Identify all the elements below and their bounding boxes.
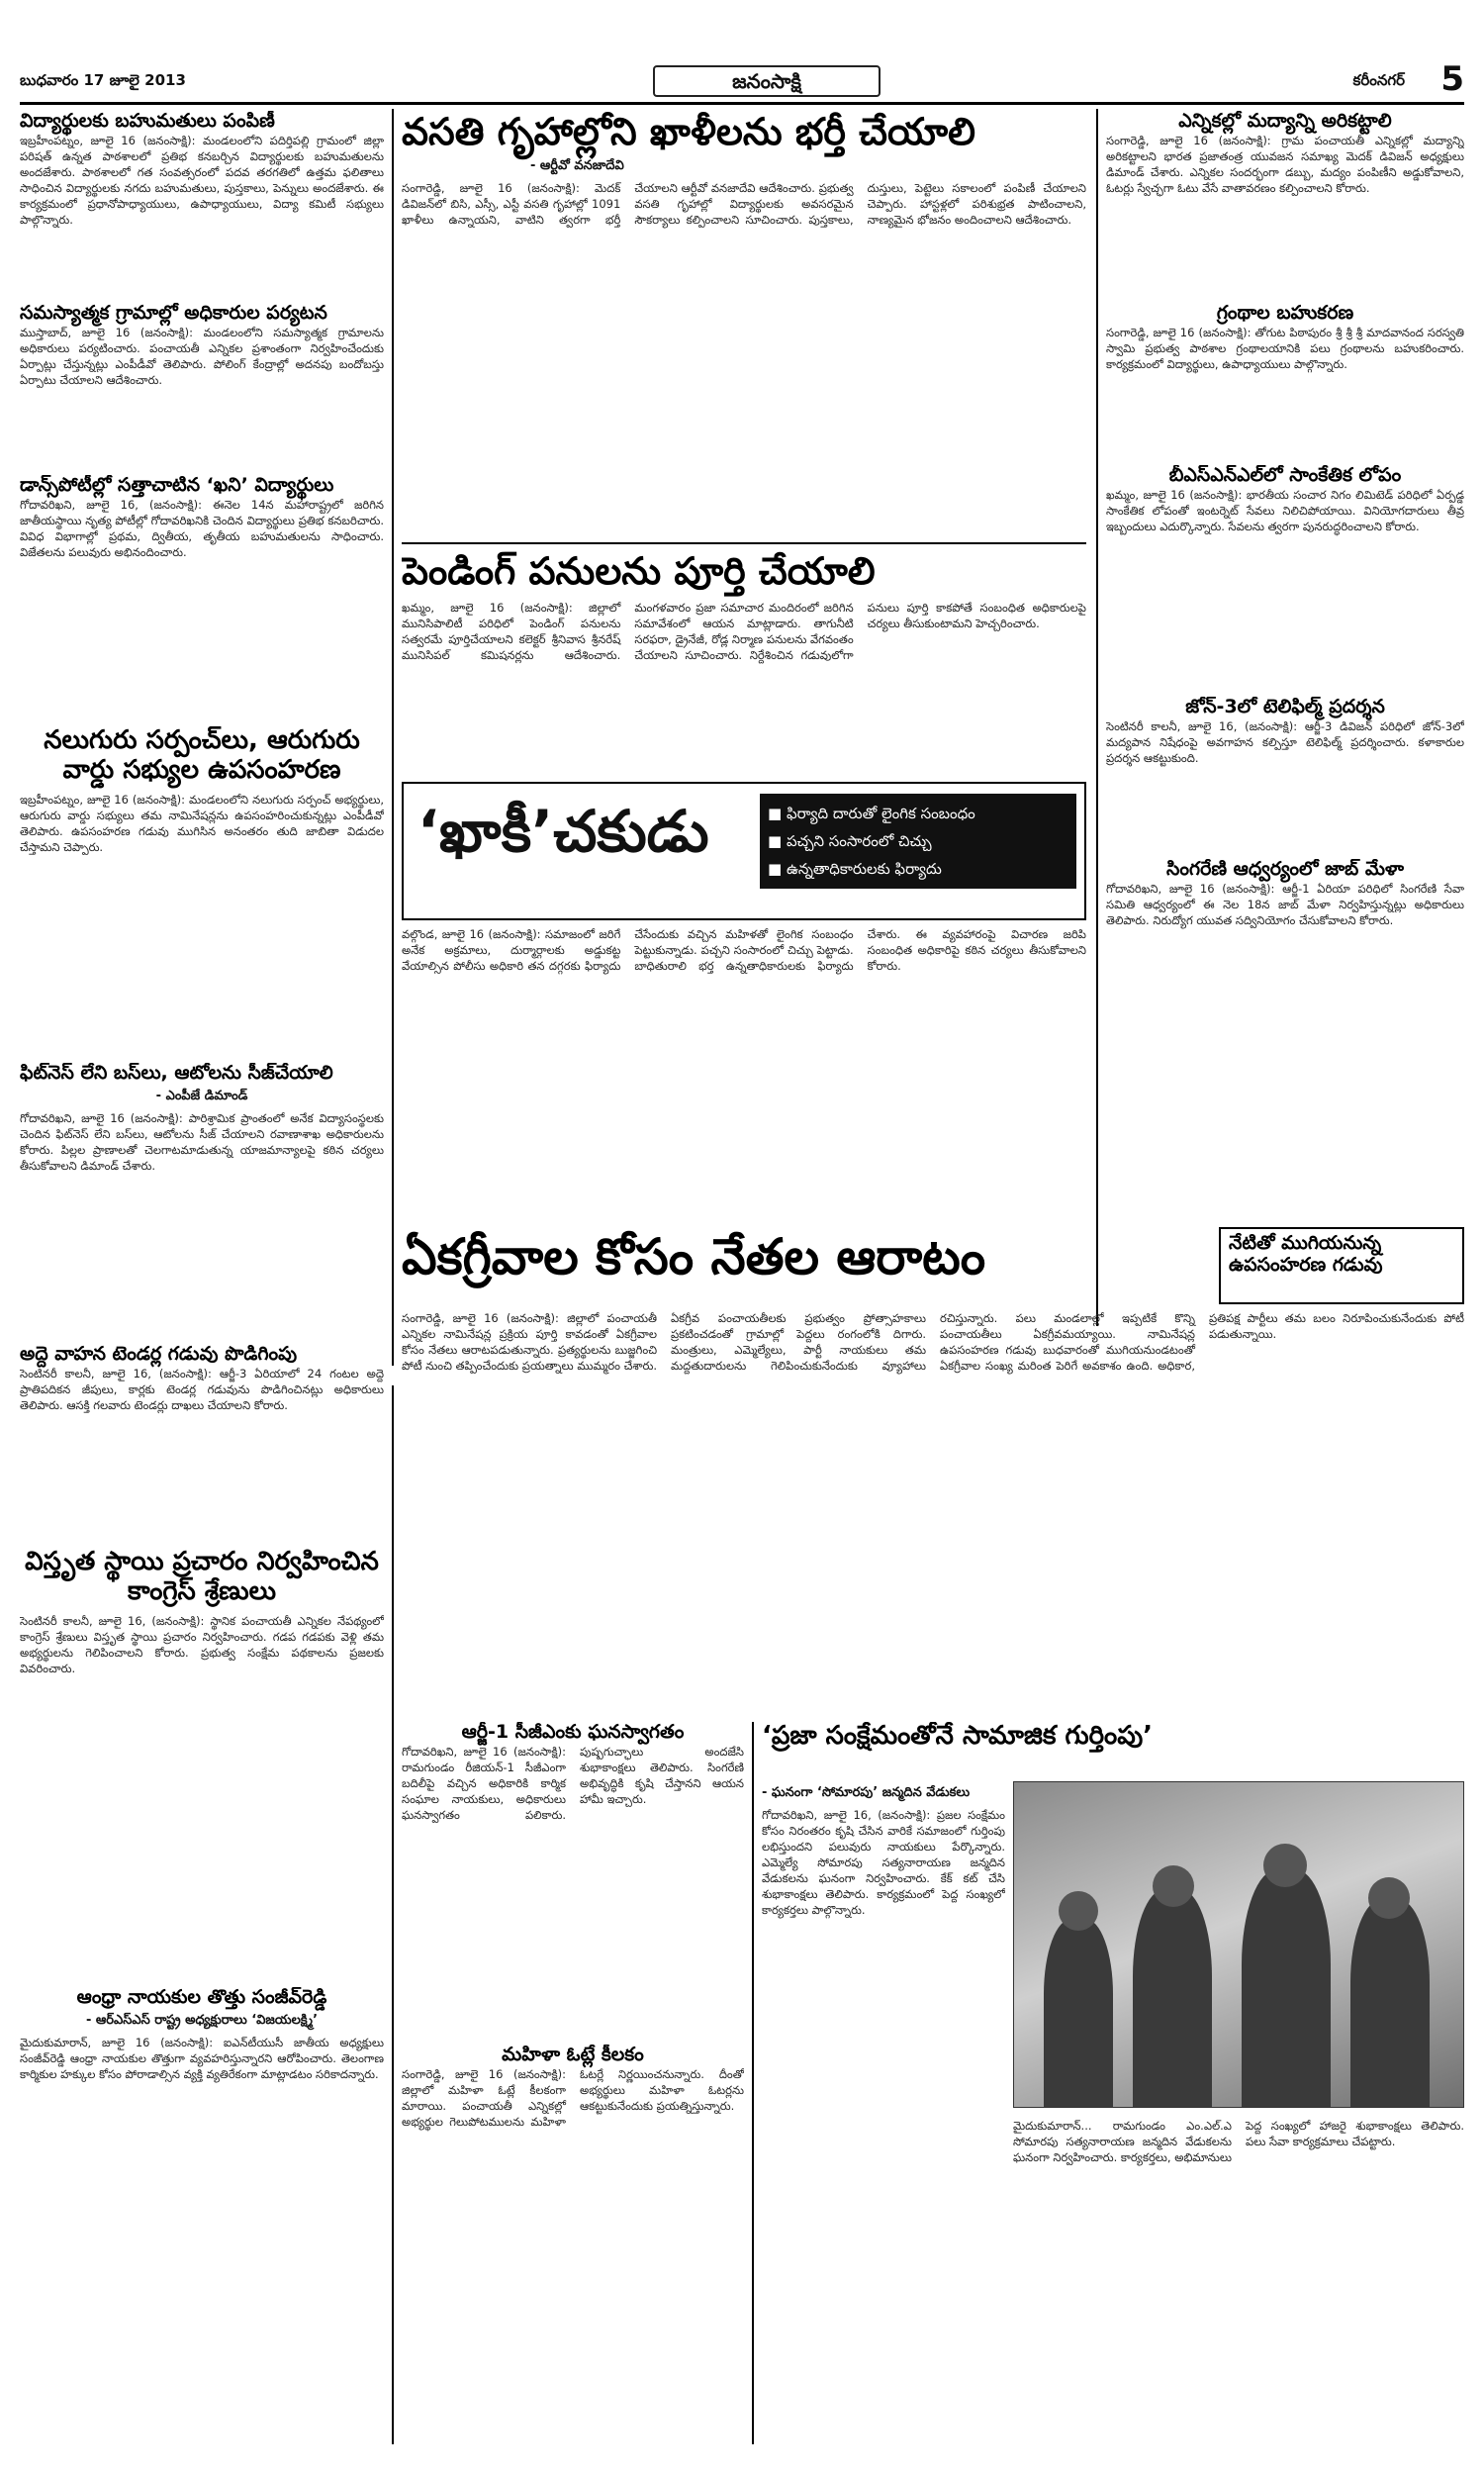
highlight-item: ■ ఫిర్యాది దారుతో లైంగిక సంబంధం <box>768 800 1068 827</box>
story-body: ఇబ్రహీంపట్నం, జూలై 16 (జనంసాక్షి): మండలంలోని నలుగురు సర్పంచ్ అభ్యర్థులు, ఆరుగురు వార్డు సభ్యులు తమ నామినేషన్లను ఉపసంహరించుకున్నట్లు ఎంపీడీవో తెలిపారు. ఉపసంహరణ గడువు ముగిసిన అనంతరం తుది జాబితా విడుదల చేస్తామని చెప్పారు. <box>20 792 384 854</box>
story-body: గోదావరిఖని, జూలై 16 (జనంసాక్షి): పారిశ్రామిక ప్రాంతంలో అనేక విద్యాసంస్థలకు చెందిన ఫిట్‌నెస్ లేని బస్‌లు, ఆటోలను సీజ్ చేయాలని రవాణాశాఖ అధికారులను కోరారు. పిల్లల ప్రాణాలతో చెలగాటమాడుతున్న యాజమాన్యాలపై కఠిన చర్యలు తీసుకోవాలని డిమాండ్ చేశారు. <box>20 1110 384 1173</box>
headline: సింగరేణి ఆధ్వర్యంలో జాబ్ మేళా <box>1166 859 1404 880</box>
highlight-item: ■ పచ్చని సంసారంలో చిచ్చు <box>768 827 1068 855</box>
headline: నేటితో ముగియనున్న ఉపసంహరణ గడువు <box>1229 1232 1383 1276</box>
story-body: సంగారెడ్డి, జూలై 16 (జనంసాక్షి): జిల్లాలో పంచాయతీ ఎన్నికల నామినేషన్ల ప్రక్రియ పూర్తి కావడంతో ఏకగ్రీవాల కోసం నేతలు ఆరాటపడుతున్నారు. ప్రత్యర్థులను బుజ్జగించి పోటీ నుంచి తప్పించేందుకు ప్రయత్నాలు ముమ్మరం చేశారు. ఏకగ్రీవ పంచాయతీలకు ప్రభుత్వం ప్రోత్సాహకాలు ప్రకటించడంతో గ్రామాల్లో పెద్దలు రంగంలోకి దిగారు. మంత్రులు, ఎమ్మెల్యేలు, పార్టీ నాయకులు తమ మద్దతుదారులను గెలిపించుకునేందుకు వ్యూహాలు రచిస్తున్నారు. పలు మండలాల్లో ఇప్పటికే కొన్ని పంచాయతీలు ఏకగ్రీవమయ్యాయి. నామినేషన్ల ఉపసంహరణ గడువు బుధవారంతో ముగియనుండటంతో ఏకగ్రీవాల సంఖ్య మరింత పెరిగే అవకాశం ఉంది. అధికార, ప్రతిపక్ష పార్టీలు తమ బలం నిరూపించుకునేందుకు పోటీ పడుతున్నాయి. <box>402 1311 1464 1373</box>
story-body: సంగారెడ్డి, జూలై 16 (జనంసాక్షి): జిల్లాలో మహిళా ఓట్లే కీలకంగా మారాయి. పంచాయతీ ఎన్నికల్లో అభ్యర్థుల గెలుపోటములను మహిళా ఓటర్లే నిర్ణయించనున్నారు. దీంతో అభ్యర్థులు మహిళా ఓటర్లను ఆకట్టుకునేందుకు ప్రయత్నిస్తున్నారు. <box>402 2066 744 2129</box>
story-welfare-continued <box>1013 2118 1464 2442</box>
story-body: సంగారెడ్డి, జూలై 16 (జనంసాక్షి): మెదక్ డివిజన్‌లో బిసి, ఎస్సీ, ఎస్టీ వసతి గృహాల్లో 1091 ఖాళీలు ఉన్నాయని, వాటిని త్వరగా భర్తీ చేయాలని ఆర్టీవో వనజాదేవి ఆదేశించారు. ప్రభుత్వ వసతి గృహాల్లో విద్యార్థులకు అవసరమైన సౌకర్యాలు కల్పించాలని సూచించారు. పుస్తకాలు, దుస్తులు, పెట్టెలు సకాలంలో పంపిణీ చేయాలని చెప్పారు. హాస్టళ్లలో పరిశుభ్రత పాటించాలని, నాణ్యమైన భోజనం అందించాలని ఆదేశించారు. <box>402 180 1086 227</box>
headline: ‘ఖాకీ’చకుడు <box>417 798 709 865</box>
story-body: ఇబ్రహీంపట్నం, జూలై 16 (జనంసాక్షి): మండలంలోని పదిర్తిపల్లి గ్రామంలో జిల్లా పరిషత్ ఉన్నత పాఠశాలలో ప్రతిభ కనబర్చిన విద్యార్థులకు బహుమతులను అందజేశారు. పాఠశాలలో గత సంవత్సరంలో పదవ తరగతిలో ఉత్తమ ఫలితాలు సాధించిన విద్యార్థులకు నగదు బహుమతులు, పుస్తకాలు, పెన్నులు అందజేశారు. ఈ కార్యక్రమంలో ప్రధానోపాధ్యాయులు, ఉపాధ్యాయులు, విద్యా కమిటీ సభ్యులు పాల్గొన్నారు. <box>20 133 384 227</box>
column-rule <box>392 109 394 1366</box>
byline: - ఆర్ఎస్ఎస్ రాష్ట్ర అధ్యక్షురాలు ‘విజయలక్ష్మి’ <box>85 2012 319 2028</box>
story-khaki-body <box>402 926 1086 1223</box>
headline: ‘ప్రజా సంక్షేమంతోనే సామాజిక గుర్తింపు’ <box>762 1722 1154 1751</box>
story-officials-visit <box>20 303 384 471</box>
headline: విస్తృత స్థాయి ప్రచారం నిర్వహించిన కాంగ్రెస్ శ్రేణులు <box>25 1548 379 1606</box>
headline: ఎన్నికల్లో మద్యాన్ని అరికట్టాలి <box>1178 111 1392 132</box>
masthead <box>20 59 1464 105</box>
story-library-donation <box>1106 303 1464 461</box>
story-body: గోదావరిఖని, జూలై 16, (జనంసాక్షి): ప్రజల సంక్షేమం కోసం నిరంతరం కృషి చేసిన వారికే సమాజంలో గుర్తింపు లభిస్తుందని పలువురు నాయకులు పేర్కొన్నారు. ఎమ్మెల్యే సోమారపు సత్యనారాయణ జన్మదిన వేడుకలను ఘనంగా నిర్వహించారు. కేక్ కట్ చేసి శుభాకాంక్షలు తెలిపారు. కార్యక్రమంలో పెద్ద సంఖ్యలో కార్యకర్తలు పాల్గొన్నారు. <box>762 1808 1005 1917</box>
headline: అద్దె వాహన టెండర్ల గడువు పొడిగింపు <box>20 1344 298 1365</box>
edition-city: కరీంనగర్ <box>1352 71 1405 89</box>
story-khaki-box <box>402 782 1086 920</box>
story-pending-works <box>402 542 1086 776</box>
headline: ఆంధ్రా నాయకుల తొత్తు సంజీవ్‌రెడ్డి <box>76 1987 327 2008</box>
headline: పెండింగ్ పనులను పూర్తి చేయాలి <box>402 549 876 593</box>
photo-person-head <box>1263 1844 1307 1887</box>
story-body: గోదావరిఖని, జూలై 16, (జనంసాక్షి): ఈనెల 14న మహారాష్ట్రలో జరిగిన జాతీయస్థాయి నృత్య పోటీల్లో గోదావరిఖనికి చెందిన విద్యార్థులు ప్రతిభ కనబరిచారు. వివిధ విభాగాల్లో ప్రథమ, ద్వితీయ, తృతీయ బహుమతులను సాధించారు. విజేతలను పలువురు అభినందించారు. <box>20 497 384 559</box>
photo-person <box>1133 1889 1212 2107</box>
headline: ఫిట్‌నెస్ లేని బస్‌లు, ఆటోలను సీజ్‌చేయాలి <box>20 1063 333 1084</box>
issue-date: బుధవారం 17 జూలై 2013 <box>20 71 186 89</box>
story-telefilm <box>1106 697 1464 855</box>
story-body: సంగారెడ్డి, జూలై 16 (జనంసాక్షి): తోగుట పిఠాపురం శ్రీ శ్రీ శ్రీ మాదవానంద సరస్వతి స్వామి ప్రభుత్వ పాఠశాల గ్రంథాలయానికి పలు గ్రంథాలను బహుకరించారు. కార్యక్రమంలో విద్యార్థులు, ఉపాధ్యాయులు పాల్గొన్నారు. <box>1106 325 1464 371</box>
story-body: గోదావరిఖని, జూలై 16 (జనంసాక్షి): ఆర్జీ-1 ఏరియా పరిధిలో సింగరేణి సేవా సమితి ఆధ్వర్యంలో ఈ నెల 18న జాబ్ మేళా నిర్వహిస్తున్నట్లు అధికారులు తెలిపారు. నిరుద్యోగ యువత సద్వినియోగం చేసుకోవాలని కోరారు. <box>1106 881 1464 927</box>
story-body: ముస్తాబాద్, జూలై 16 (జనంసాక్షి): మండలంలోని సమస్యాత్మక గ్రామాలను అధికారులు పర్యటించారు. పంచాయతీ ఎన్నికల ప్రశాంతంగా నిర్వహించేందుకు ఏర్పాట్లు చేస్తున్నట్లు ఎంపీడీవో తెలిపారు. పోలింగ్ కేంద్రాల్లో అదనపు బందోబస్తు ఏర్పాటు చేయాలని ఆదేశించారు. <box>20 325 384 387</box>
story-welfare-title <box>762 1722 1464 1777</box>
story-cgm-welcome <box>402 1722 744 2039</box>
story-welfare-body <box>762 1781 1005 2444</box>
story-bsnl-fault <box>1106 465 1464 693</box>
photo-person-head <box>1368 1877 1410 1919</box>
page-number: 5 <box>1440 59 1464 99</box>
story-congress-campaign <box>20 1548 384 1983</box>
byline: - ఘనంగా ‘సోమారపు’ జన్మదిన వేడుకలు <box>762 1785 971 1800</box>
story-body: సంగారెడ్డి, జూలై 16 (జనంసాక్షి): గ్రామ పంచాయతీ ఎన్నికల్లో మద్యాన్ని అరికట్టాలని భారత ప్రజాతంత్ర యువజన సమాఖ్య మెదక్ డివిజన్ అధ్యక్షులు డిమాండ్ చేశారు. ఎన్నికల సందర్భంగా డబ్బు, మద్యం పంపిణీని అడ్డుకోవాలని, ఓటర్లు స్వేచ్ఛగా ఓటు వేసే వాతావరణం కల్పించాలని కోరారు. <box>1106 133 1464 195</box>
column-rule <box>392 1385 394 2444</box>
newspaper-logo: జనంసాక్షి <box>653 65 881 97</box>
story-body: గోదావరిఖని, జూలై 16 (జనంసాక్షి): రామగుండం రీజియన్-1 సీజీఎంగా బదిలీపై వచ్చిన అధికారికి కార్మిక సంఘాల నాయకులు, అధికారులు ఘనస్వాగతం పలికారు. పుష్పగుచ్ఛాలు అందజేసి శుభాకాంక్షలు తెలిపారు. సింగరేణి అభివృద్ధికి కృషి చేస్తానని ఆయన హామీ ఇచ్చారు. <box>402 1744 744 1822</box>
story-body: సెంటినరీ కాలనీ, జూలై 16, (జనంసాక్షి): ఆర్జీ-3 డివిజన్ పరిధిలో జోన్-3లో మద్యపాన నిషేధంపై అవగాహన కల్పిస్తూ టెలిఫిల్మ్ ప్రదర్శించారు. కళాకారుల ప్రదర్శన ఆకట్టుకుంది. <box>1106 718 1464 765</box>
story-body: మైదుకుమారాన్... రామగుండం ఎం.ఎల్.ఎ సోమారపు సత్యనారాయణ జన్మదిన వేడుకలను ఘనంగా నిర్వహించారు. కార్యకర్తలు, అభిమానులు పెద్ద సంఖ్యలో హాజరై శుభాకాంక్షలు తెలిపారు. పలు సేవా కార్యక్రమాలు చేపట్టారు. <box>1013 2119 1464 2164</box>
column-rule <box>1096 109 1098 1326</box>
story-bus-fitness <box>20 1063 384 1340</box>
headline: నలుగురు సర్పంచ్‌లు, ఆరుగురు వార్డు సభ్యుల ఉపసంహరణ <box>44 726 360 785</box>
story-sanjeev-reddy <box>20 1987 384 2442</box>
photo-person <box>1350 1899 1430 2107</box>
story-withdrawal-deadline <box>1219 1227 1464 1304</box>
byline: - ఎంపీజే డిమాండ్ <box>155 1088 248 1103</box>
story-body: మైదుకుమారాన్, జూలై 16 (జనంసాక్షి): ఐఎన్‌టీయుసీ జాతీయ అధ్యక్షులు సంజీవ్‌రెడ్డి ఆంధ్రా నాయకుల తొత్తుగా వ్యవహరిస్తున్నారని ఆరోపించారు. తెలంగాణ కార్మికుల హక్కుల కోసం పోరాడాల్సిన వ్యక్తి వ్యతిరేకంగా మాట్లాడటం సరికాదన్నారు. <box>20 2035 384 2081</box>
photo-person <box>1242 1869 1331 2107</box>
headline: గ్రంథాల బహుకరణ <box>1216 303 1354 324</box>
story-body: ఖమ్మం, జూలై 16 (జనంసాక్షి): జిల్లాలో మునిసిపాలిటీ పరిధిలో పెండింగ్ పనులను సత్వరమే పూర్తిచేయాలని కలెక్టర్ శ్రీనివాస శ్రీనరేష్ మునిసిపల్ కమిషనర్లను ఆదేశించారు. మంగళవారం ప్రజా సమాచార మందిరంలో జరిగిన సమావేశంలో ఆయన మాట్లాడారు. తాగునీటి సరఫరా, డ్రైనేజీ, రోడ్ల నిర్మాణ పనులను వేగవంతం చేయాలని సూచించారు. నిర్దేశించిన గడువులోగా పనులు పూర్తి కాకపోతే సంబంధిత అధికారులపై చర్యలు తీసుకుంటామని హెచ్చరించారు. <box>402 600 1086 662</box>
photo-person <box>1044 1919 1113 2107</box>
birthday-celebration-photo <box>1013 1781 1464 2108</box>
headline: ఏకగ్రీవాల కోసం నేతల ఆరాటం <box>402 1229 986 1285</box>
story-body: ఖమ్మం, జూలై 16 (జనంసాక్షి): భారతీయ సంచార నిగం లిమిటెడ్ పరిధిలో ఏర్పడ్డ సాంకేతిక లోపంతో ఇంటర్నెట్ సేవలు నిలిచిపోయాయి. వినియోగదారులు తీవ్ర ఇబ్బందులు ఎదుర్కొన్నారు. సేవలను త్వరగా పునరుద్ధరించాలని కోరారు. <box>1106 487 1464 533</box>
column-rule <box>752 1722 754 2444</box>
headline: డాన్స్‌పోటీల్లో సత్తాచాటిన ‘ఖని’ విద్యార్థులు <box>20 475 334 496</box>
headline: జోన్-3లో టెలిఫిల్మ్ ప్రదర్శన <box>1185 697 1385 717</box>
story-unanimous-body <box>402 1310 1464 1706</box>
story-body: సెంటినరీ కాలనీ, జూలై 16, (జనంసాక్షి): ఆర్జీ-3 ఏరియాలో 24 గంటల అద్దె ప్రాతిపదికన జీపులు, కార్లకు టెండర్ల గడువును పొడిగించినట్లు అధికారులు తెలిపారు. ఆసక్తి గలవారు టెండర్లు దాఖలు చేయాలని కోరారు. <box>20 1366 384 1412</box>
headline: ఆర్జీ-1 సీజీఎంకు ఘనస్వాగతం <box>461 1722 685 1743</box>
headline: బీఎస్ఎన్ఎల్‌లో సాంకేతిక లోపం <box>1168 465 1402 486</box>
story-tender-extension <box>20 1344 384 1542</box>
story-unanimous-title <box>402 1229 1213 1298</box>
headline: సమస్యాత్మక గ్రామాల్లో అధికారుల పర్యటన <box>20 303 327 324</box>
photo-person-head <box>1153 1865 1194 1907</box>
byline: - ఆర్టీవో వనజాదేవి <box>530 157 624 173</box>
story-women-votes <box>402 2045 744 2442</box>
photo-person-head <box>1059 1891 1098 1931</box>
story-hostel-vacancies <box>402 111 1086 536</box>
headline: వసతి గృహాల్లోని ఖాళీలను భర్తీ చేయాలి <box>402 111 975 153</box>
headline: మహిళా ఓట్లే కీలకం <box>502 2045 644 2065</box>
highlight-list <box>760 794 1076 889</box>
story-body: వల్గొండ, జూలై 16 (జనంసాక్షి): సమాజంలో జరిగే అనేక అక్రమాలు, దుర్మార్గాలకు అడ్డుకట్ట వేయాల్సిన పోలీసు అధికారి తన దగ్గరకు ఫిర్యాదు చేసేందుకు వచ్చిన మహిళతో లైంగిక సంబంధం పెట్టుకున్నాడు. పచ్చని సంసారంలో చిచ్చు పెట్టాడు. బాధితురాలి భర్త ఉన్నతాధికారులకు ఫిర్యాదు చేశారు. ఈ వ్యవహారంపై విచారణ జరిపి సంబంధిత అధికారిపై కఠిన చర్యలు తీసుకోవాలని కోరారు. <box>402 927 1086 973</box>
story-job-mela <box>1106 859 1464 1057</box>
story-body: సెంటినరీ కాలనీ, జూలై 16, (జనంసాక్షి): స్థానిక పంచాయతీ ఎన్నికల నేపథ్యంలో కాంగ్రెస్ శ్రేణులు విస్తృత స్థాయి ప్రచారం నిర్వహించారు. గడప గడపకు వెళ్లి తమ అభ్యర్థులను గెలిపించాలని కోరారు. ప్రభుత్వ సంక్షేమ పథకాలను ప్రజలకు వివరించారు. <box>20 1613 384 1675</box>
story-withdrawals <box>20 726 384 1059</box>
story-liquor-control <box>1106 111 1464 299</box>
story-student-prizes <box>20 111 384 299</box>
headline: విద్యార్థులకు బహుమతులు పంపిణీ <box>20 111 275 132</box>
highlight-item: ■ ఉన్నతాధికారులకు ఫిర్యాదు <box>768 855 1068 883</box>
story-dance-competition <box>20 475 384 722</box>
